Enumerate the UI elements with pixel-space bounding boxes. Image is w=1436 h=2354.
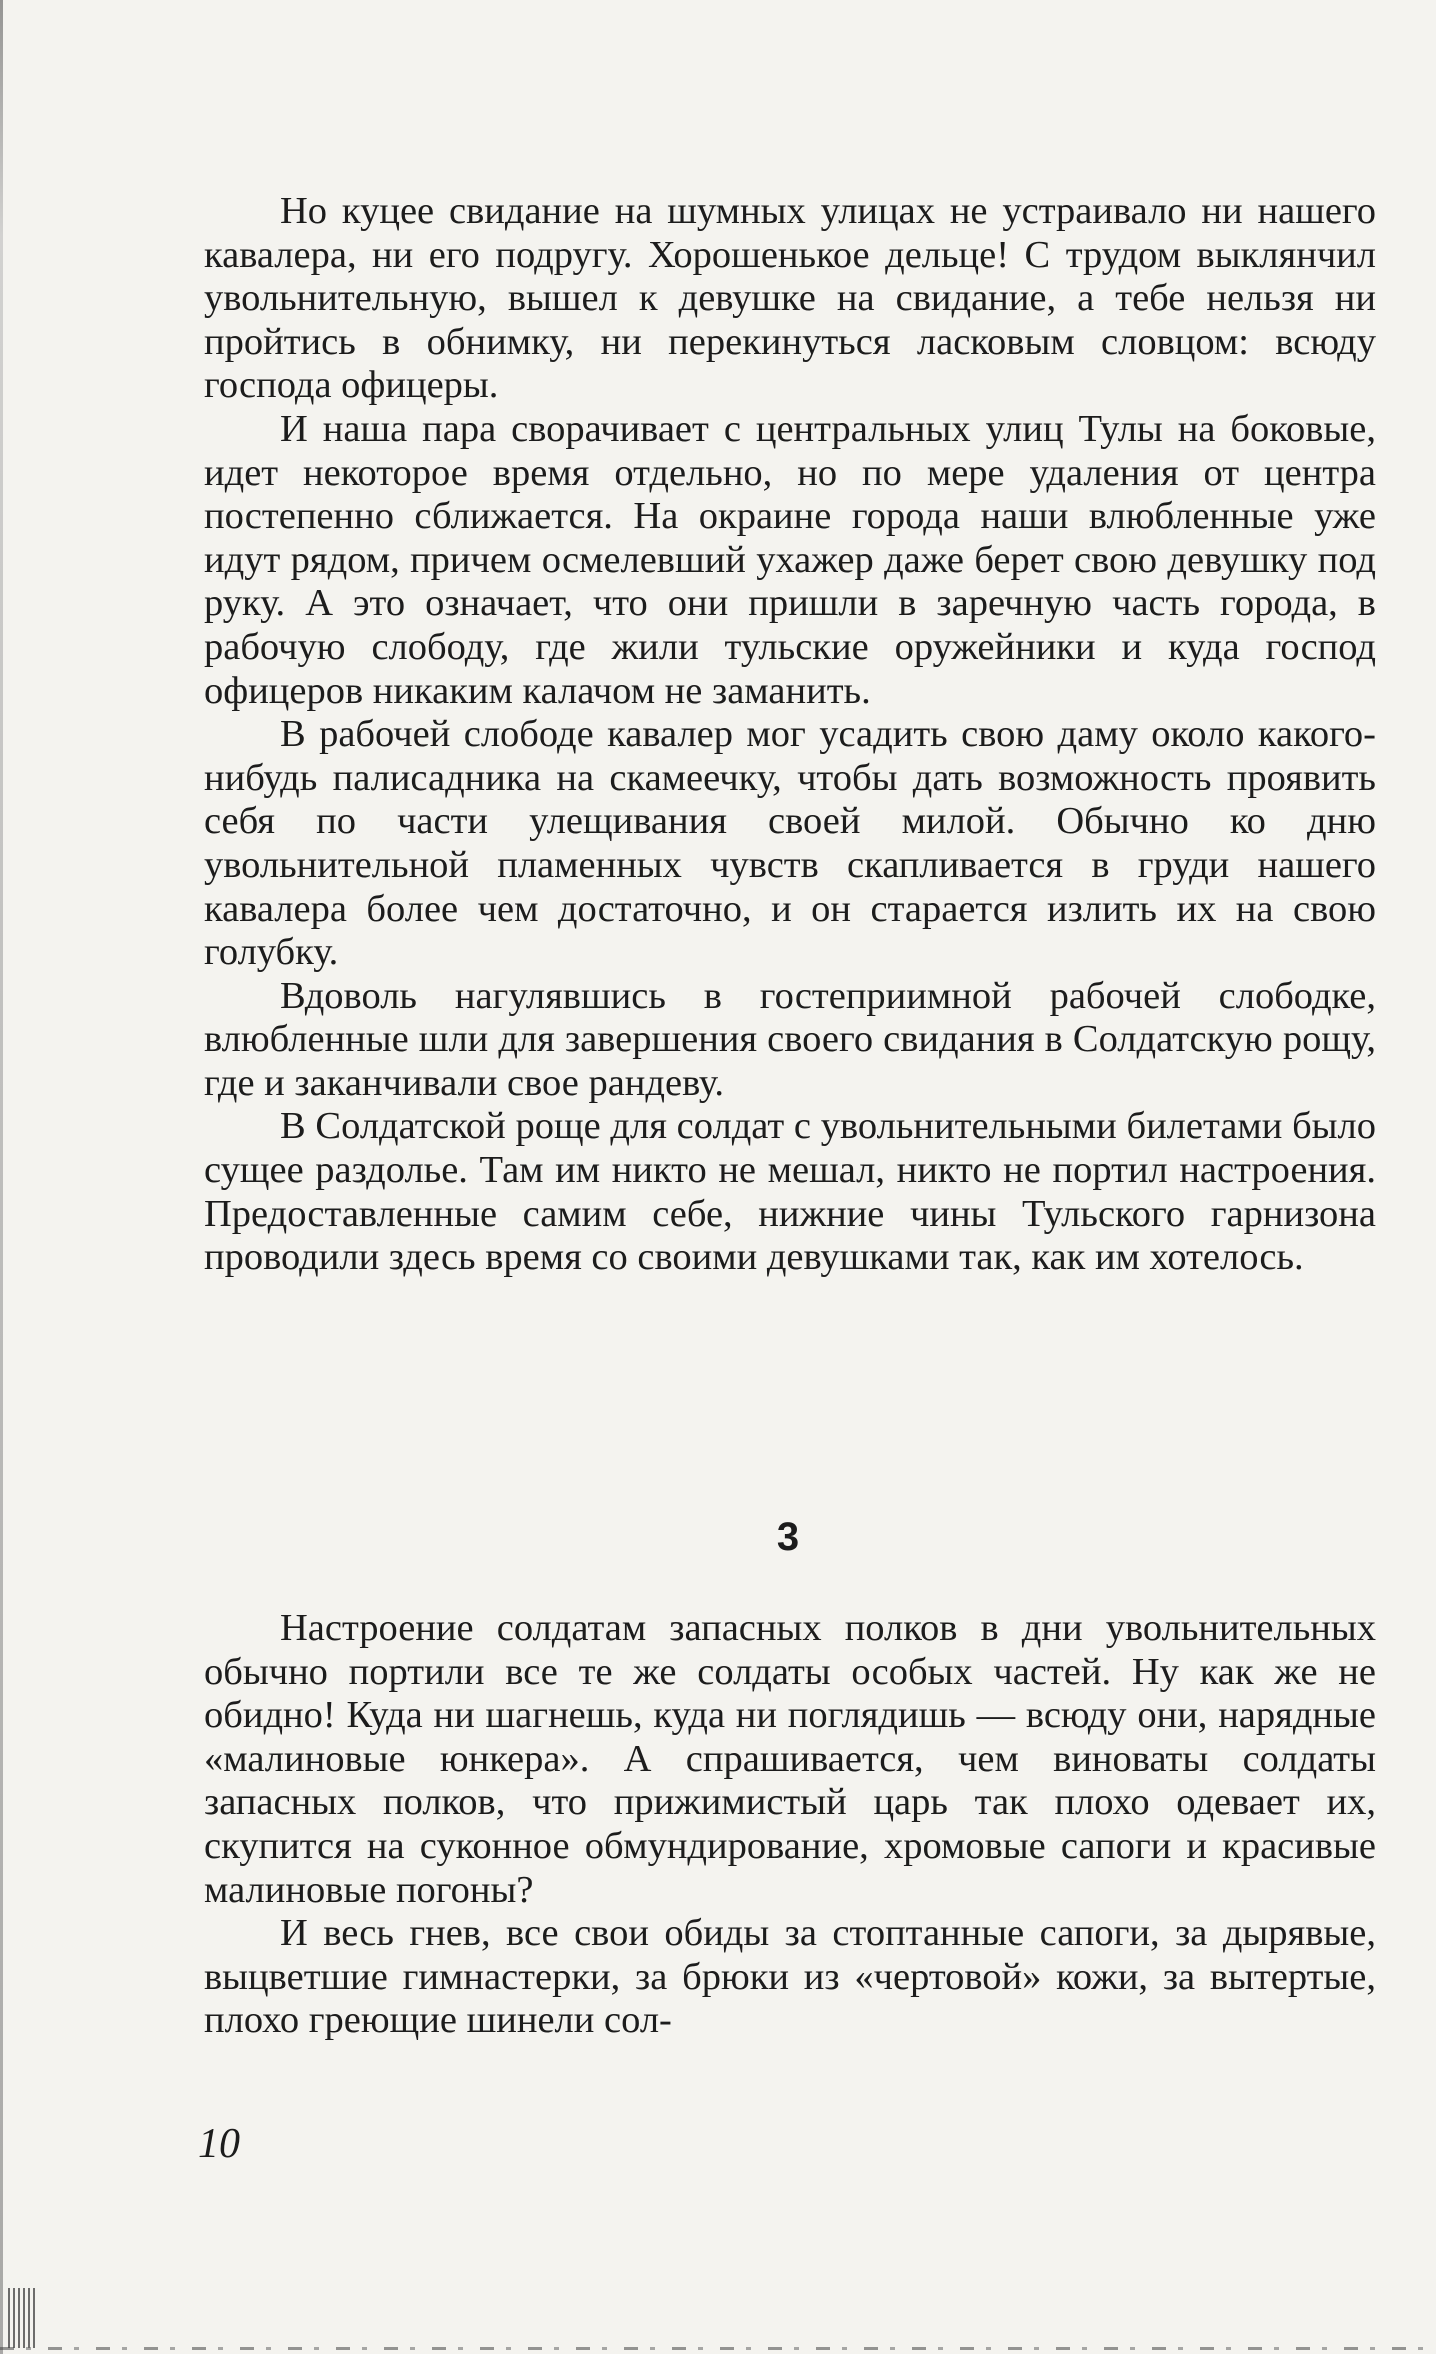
paragraph: В Солдатской роще для солдат с увольнительными билетами было сущее раздолье. Там им никто не мешал, никто не портил настроения. Предоставленные самим себе, нижние чины Тульского гарнизона проводили здесь время со своими девушками так, как им хотелось. bbox=[204, 1105, 1376, 1279]
scan-left-edge bbox=[0, 0, 3, 2354]
paragraph: Вдоволь нагулявшись в гостеприимной рабочей слободке, влюбленные шли для завершения своего свидания в Солдатскую рощу, где и заканчивали свое рандеву. bbox=[204, 974, 1376, 1104]
section-number: 3 bbox=[776, 1515, 800, 1559]
text-block-before-section bbox=[204, 190, 1376, 1280]
paragraph: Настроение солдатам запасных полков в дни увольнительных обычно портили все те же солдаты особых частей. Ну как же не обидно! Куда ни шагнешь, куда ни поглядишь — всюду они, нарядные «малиновые юнкера». А спрашивается, чем виноваты солдаты запасных полков, что прижимистый царь так плохо одевает их, скупится на суконное обмундирование, хромовые сапоги и красивые малиновые погоны? bbox=[204, 1607, 1376, 1911]
page-number: 10 bbox=[198, 2121, 240, 2167]
paragraph: Но куцее свидание на шумных улицах не устраивало ни нашего кавалера, ни его подругу. Хорошенькое дельце! С трудом выклянчил увольнительную, вышел к девушке на свидание, а тебе нельзя ни пройтись в обнимку, ни перекинуться ласковым словцом: всюду господа офицеры. bbox=[204, 190, 1376, 407]
text-block-after-section bbox=[204, 1607, 1376, 2043]
scan-corner-mark bbox=[8, 2288, 36, 2348]
paragraph: И весь гнев, все свои обиды за стоптанные сапоги, за дырявые, выцветшие гимнастерки, за брюки из «чертовой» кожи, за вытертые, плохо греющие шинели сол- bbox=[204, 1912, 1376, 2042]
paragraph: И наша пара сворачивает с центральных улиц Тулы на боковые, идет некоторое время отдельно, но по мере удаления от центра постепенно сближается. На окраине города наши влюбленные уже идут рядом, причем осмелевший ухажер даже берет свою девушку под руку. А это означает, что они пришли в заречную часть города, в рабочую слободу, где жили тульские оружейники и куда господ офицеров никаким калачом не заманить. bbox=[204, 407, 1376, 712]
paragraph: В рабочей слободе кавалер мог усадить свою даму около какого-нибудь палисадника на скамеечку, чтобы дать возможность проявить себя по части улещивания своей милой. Обычно ко дню увольнительной пламенных чувств скапливается в груди нашего кавалера более чем достаточно, и он старается излить их на свою голубку. bbox=[204, 713, 1376, 974]
scan-bottom-edge bbox=[0, 2347, 1436, 2350]
